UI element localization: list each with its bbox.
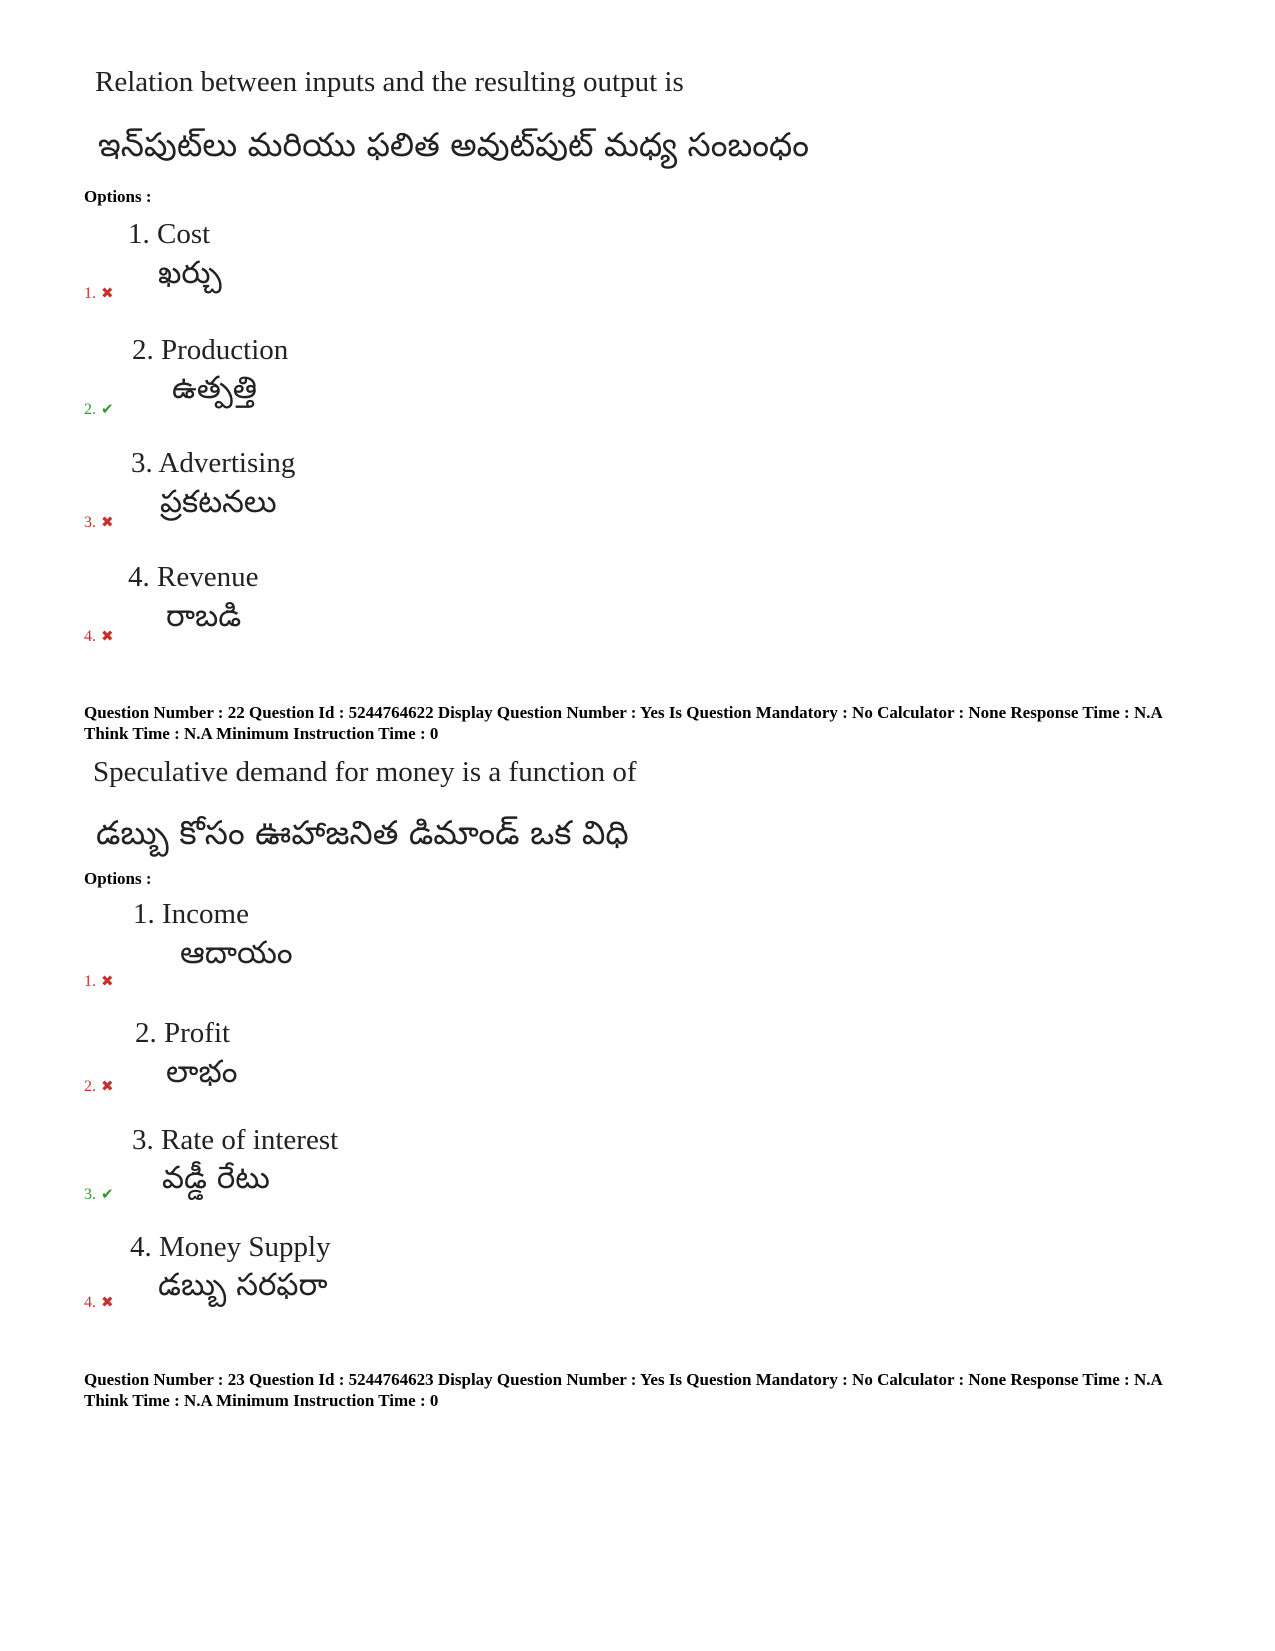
question-22-meta: Question Number : 22 Question Id : 5244764622 Display Question Number : Yes Is Question Mandatory : No Calculator : None Response Time : N.A Think Time : N.A Minimum Instruction Time : 0 — [84, 703, 1162, 743]
question-22-text-te: డబ్బు కోసం ఊహాజనిత డిమాండ్ ఒక విధి — [96, 813, 629, 852]
option-2-text-en: 2. Profit — [135, 1017, 231, 1049]
cross-icon: ✖ — [101, 629, 114, 645]
option-3-text-te: ప్రకటనలు — [160, 484, 277, 520]
option-1-text-en: 1. Income — [133, 898, 249, 930]
option-number: 4. — [84, 628, 96, 645]
question-21-text-te: ఇన్‌పుట్‌లు మరియు ఫలిత అవుట్‌పుట్ మధ్య సంబంధం — [98, 125, 809, 164]
cross-icon: ✖ — [101, 286, 114, 302]
option-4-marker — [84, 627, 114, 646]
option-4-text-en: 4. Money Supply — [130, 1231, 331, 1263]
question-21-text-en: Relation between inputs and the resulting output is — [95, 66, 684, 98]
option-1-marker — [84, 284, 114, 303]
check-icon: ✔ — [101, 1187, 114, 1203]
option-number: 1. — [84, 973, 96, 990]
option-4-marker — [84, 1293, 114, 1312]
option-4-text-te: రాబడి — [166, 598, 242, 634]
cross-icon: ✖ — [101, 1295, 114, 1311]
option-number: 2. — [84, 1078, 96, 1095]
option-4-text-te: డబ్బు సరఫరా — [158, 1267, 328, 1303]
option-3-text-te: వడ్డీ రేటు — [162, 1160, 270, 1196]
option-3-text-en: 3. Advertising — [131, 447, 296, 479]
option-number: 3. — [84, 514, 96, 531]
option-2-marker — [84, 400, 114, 419]
option-3-text-en: 3. Rate of interest — [132, 1124, 339, 1156]
cross-icon: ✖ — [101, 515, 114, 531]
option-3-marker — [84, 513, 114, 532]
option-number: 4. — [84, 1294, 96, 1311]
option-2-text-te: లాభం — [166, 1054, 238, 1090]
option-3-marker — [84, 1185, 114, 1204]
option-2-marker — [84, 1077, 114, 1096]
option-number: 2. — [84, 401, 96, 418]
option-2-text-te: ఉత్పత్తి — [172, 370, 258, 406]
options-label: Options : — [84, 869, 152, 888]
option-number: 3. — [84, 1186, 96, 1203]
option-1-text-te: ఖర్చు — [158, 255, 222, 291]
cross-icon: ✖ — [101, 1079, 114, 1095]
check-icon: ✔ — [101, 402, 114, 418]
question-23-meta: Question Number : 23 Question Id : 5244764623 Display Question Number : Yes Is Question Mandatory : No Calculator : None Response Time : N.A Think Time : N.A Minimum Instruction Time : 0 — [84, 1370, 1162, 1410]
option-number: 1. — [84, 285, 96, 302]
option-1-text-te: ఆదాయం — [180, 935, 293, 971]
cross-icon: ✖ — [101, 974, 114, 990]
option-4-text-en: 4. Revenue — [128, 561, 259, 593]
option-2-text-en: 2. Production — [132, 334, 289, 366]
option-1-text-en: 1. Cost — [128, 218, 211, 250]
option-1-marker — [84, 972, 114, 991]
options-label: Options : — [84, 187, 152, 206]
question-22-text-en: Speculative demand for money is a function of — [93, 756, 637, 788]
